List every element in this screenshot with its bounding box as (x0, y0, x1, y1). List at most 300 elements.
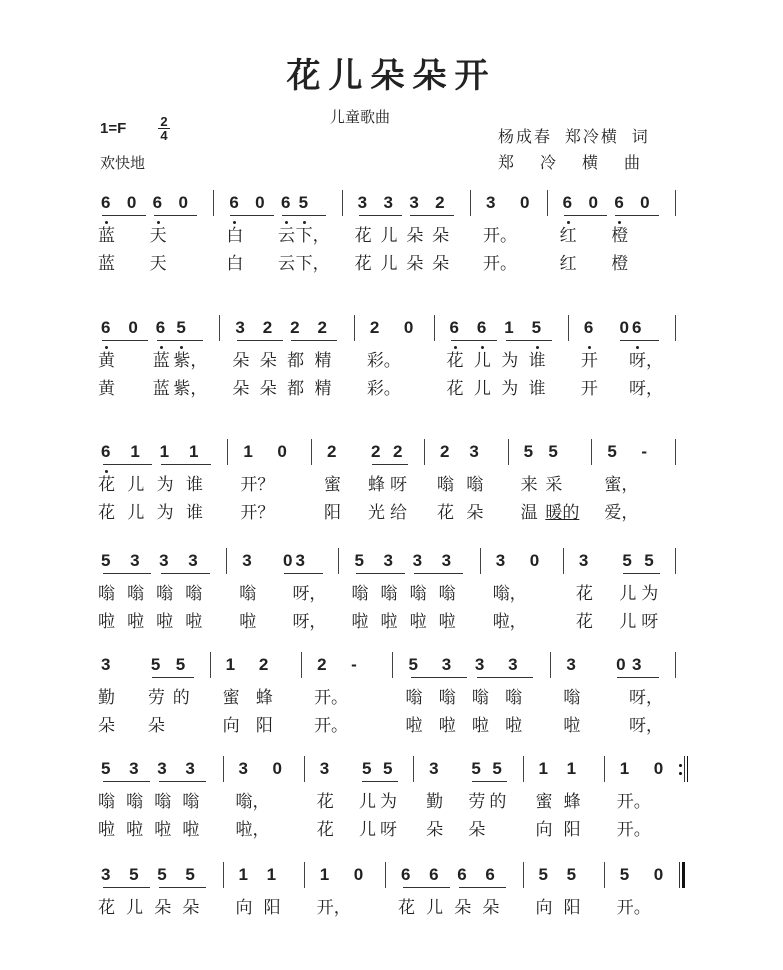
note: 6 (611, 190, 623, 216)
bar-line (480, 548, 481, 574)
note-group (401, 315, 422, 403)
lyric-verse-1: 嗡 (182, 792, 200, 811)
note: 3 (508, 655, 518, 674)
lyric-verse-2: 朵 (406, 254, 424, 273)
tempo-marking: 欢快地 (100, 155, 146, 172)
score-row (98, 548, 688, 636)
lyric-verse-1: 呀， (629, 688, 663, 707)
lyric-verse-1: 朵 (259, 351, 277, 370)
note: 3 (495, 551, 506, 570)
note-column (226, 190, 252, 278)
note: 0 (403, 318, 414, 337)
note: 0 (619, 318, 629, 337)
lyric-verse-1: 花 (446, 351, 464, 370)
note-column (98, 756, 126, 844)
beamed-note-group (472, 652, 538, 740)
note-group (240, 439, 274, 527)
bar-line (210, 652, 211, 678)
note: 0 (255, 193, 265, 212)
lyric-verse-2: 啦 (380, 612, 398, 631)
note: 5 (492, 759, 502, 778)
lyric-verse-2: 朵 (259, 379, 277, 398)
note: 6 (447, 315, 459, 341)
note-column (232, 315, 259, 403)
note-group (536, 862, 564, 922)
lyric-verse-1: 嗡 (98, 792, 115, 811)
note: 3 (409, 193, 419, 212)
note-column (182, 862, 210, 922)
note: 3 (383, 193, 393, 212)
note-column (150, 190, 176, 278)
lyric-verse-2: 朵 (147, 716, 165, 735)
beamed-note-group (98, 548, 156, 636)
lyric-verse-2: 啦 (351, 612, 369, 631)
note: 0 (653, 759, 664, 778)
measure (405, 652, 538, 740)
lyric-verse-2: 朵 (466, 503, 484, 522)
note-column (223, 652, 256, 740)
note: 2 (369, 318, 380, 337)
score-row (98, 862, 688, 922)
lyric-verse-1: 为 (380, 792, 398, 811)
note: 5 (607, 442, 617, 461)
lyric-verse-1: 花 (354, 226, 372, 245)
lyric-verse-2: 向 (535, 820, 553, 839)
lyric-verse-1: 嗡 (380, 584, 398, 603)
measure (351, 548, 467, 636)
beamed-note-group (359, 756, 401, 844)
measure (226, 190, 329, 278)
lyric-verse-1: 向 (235, 898, 253, 917)
lyric-verse-1: 花 (98, 475, 115, 494)
lyric-verse-2: 啦 (98, 820, 115, 839)
note-group (351, 862, 373, 922)
lyric-verse-2: 云 (278, 254, 295, 273)
lyric-verse-2: 开。 (314, 716, 349, 735)
note-column (176, 190, 202, 278)
lyric-verse-2: 呀 (380, 820, 398, 839)
note-column (236, 756, 270, 844)
note-column (410, 548, 439, 636)
measure (314, 652, 380, 740)
note-column (274, 439, 299, 527)
note: 0 (653, 865, 664, 884)
note-group (517, 190, 535, 278)
note-column (536, 862, 564, 922)
bar-line (301, 652, 302, 678)
lyric-verse-1: 嗡 (438, 584, 456, 603)
note-column (154, 756, 182, 844)
note-column (380, 756, 401, 844)
note-column (125, 315, 152, 403)
note: 0 (178, 193, 188, 212)
note-column (468, 756, 489, 844)
lyric-verse-1: 阳 (563, 898, 581, 917)
note-column (483, 190, 517, 278)
note-group (638, 439, 663, 527)
lyric-verse-1: 紫， (173, 351, 208, 370)
lyric-verse-2: 天 (149, 254, 167, 273)
lyric-verse-2: 开。 (616, 820, 651, 839)
composer-char: 郑 (498, 155, 515, 172)
lyric-verse-2: 都 (287, 379, 305, 398)
lyric-verse-2: 谁 (186, 503, 204, 522)
note: 5 (538, 865, 548, 884)
note-group (564, 862, 592, 922)
note-column (426, 756, 468, 844)
lyric-verse-1: 的 (489, 792, 507, 811)
lyric-verse-2: 啦 (239, 612, 257, 631)
note: 5 (101, 551, 111, 570)
note: 3 (474, 655, 485, 674)
lyric-verse-2: 呀， (628, 379, 663, 398)
measure (563, 652, 663, 740)
note: 2 (440, 442, 450, 461)
note-column (629, 315, 663, 403)
note-group (270, 756, 292, 844)
note: 3 (566, 655, 576, 674)
lyric-verse-1: 朵 (482, 898, 500, 917)
lyric-verse-1: 劳 (147, 688, 165, 707)
lyric-verse-2: 儿 (619, 612, 637, 631)
note-column (98, 190, 124, 278)
beamed-note-group (398, 862, 454, 922)
note: 6 (429, 865, 439, 884)
note: 0 (616, 655, 626, 674)
note-column (256, 652, 289, 740)
beamed-note-group (98, 439, 157, 527)
lyric-verse-1: 花 (575, 584, 593, 603)
bar-line (338, 548, 339, 574)
lyric-verse-2: 儿 (127, 503, 145, 522)
note-column (617, 756, 651, 844)
bar-line (311, 439, 312, 465)
lyric-verse-1: 嗡 (471, 688, 489, 707)
beamed-note-group (98, 190, 150, 278)
note-column (564, 862, 592, 922)
measure (239, 548, 326, 636)
note-group (493, 548, 527, 636)
note-column (314, 652, 348, 740)
score-row (98, 190, 688, 278)
note: 1 (619, 759, 630, 778)
note: 3 (319, 759, 330, 778)
lyric-verse-2: 花 (575, 612, 593, 631)
beamed-note-group (98, 756, 154, 844)
note: 3 (242, 551, 252, 570)
bar-line (304, 756, 305, 782)
lyric-verse-2: 花 (98, 503, 115, 522)
lyric-verse-2: 花 (437, 503, 454, 522)
note: 3 (238, 759, 248, 778)
bar-line (563, 548, 564, 574)
lyric-verse-2: 爱， (604, 503, 639, 522)
note: 5 (523, 442, 534, 461)
note: 2 (317, 655, 327, 674)
note: 5 (383, 759, 393, 778)
measure (98, 315, 207, 403)
lyric-verse-1: 蜂 (255, 688, 273, 707)
note-column (651, 756, 673, 844)
beamed-note-group (351, 548, 409, 636)
beamed-note-group (619, 548, 663, 636)
note-group (314, 652, 348, 740)
note-column (126, 756, 154, 844)
final-barline (679, 862, 688, 888)
note: 0 (353, 865, 364, 884)
note-group (98, 652, 148, 740)
lyric-verse-2: 下， (295, 254, 330, 273)
note: 2 (290, 318, 300, 337)
note-column (98, 315, 125, 403)
note: 3 (632, 655, 642, 674)
lyric-verse-1: 红 (559, 226, 577, 245)
note-group (256, 652, 289, 740)
measure (355, 190, 458, 278)
lyric-verse-2: 啦 (471, 716, 489, 735)
note-column (154, 862, 182, 922)
note: 5 (622, 551, 632, 570)
note: 0 (519, 193, 530, 212)
note-column (406, 190, 432, 278)
note-column (127, 439, 156, 527)
lyric-verse-2: 为 (156, 503, 174, 522)
lyric-verse-2: 阳 (255, 716, 273, 735)
bar-line (523, 756, 524, 782)
note-column (586, 190, 612, 278)
measure (236, 862, 292, 922)
note-group (617, 756, 651, 844)
note-group (563, 652, 613, 740)
lyric-verse-2: 暖的 (545, 503, 580, 522)
measure (576, 548, 663, 636)
note-column (270, 756, 292, 844)
lyric-verse-1: 开 (580, 351, 598, 370)
note: 3 (188, 551, 198, 570)
lyric-verse-2: 啦 (182, 820, 200, 839)
note-column (447, 315, 474, 403)
lyric-verse-2: 啦 (185, 612, 203, 631)
note-group (223, 652, 256, 740)
note-group (483, 190, 517, 278)
note-group (274, 439, 299, 527)
measure (581, 315, 663, 403)
lyric-verse-2: 啦 (127, 612, 145, 631)
lyric-verse-1: 儿 (473, 351, 491, 370)
beamed-note-group (232, 315, 287, 403)
note-column (287, 315, 314, 403)
note: 6 (474, 315, 486, 341)
beamed-note-group (98, 315, 153, 403)
note: 5 (619, 865, 630, 884)
note: 1 (238, 865, 248, 884)
lyric-verse-2: 啦 (98, 612, 115, 631)
note-column (474, 315, 501, 403)
measure (240, 439, 299, 527)
composer-char: 曲 (624, 155, 641, 172)
lyric-verse-1: 天 (149, 226, 167, 245)
note: 5 (157, 865, 167, 884)
bar-line (675, 652, 676, 678)
measure (493, 548, 551, 636)
lyric-verse-2: 精 (314, 379, 332, 398)
note-group (239, 548, 280, 636)
beamed-note-group (447, 315, 502, 403)
lyric-verse-2: 光 (368, 503, 385, 522)
lyric-verse-1: 嗡 (438, 688, 456, 707)
lyric-verse-2: 朵 (426, 820, 444, 839)
note: 2 (317, 318, 327, 337)
lyric-verse-2: 为 (501, 379, 519, 398)
note: 6 (98, 439, 110, 465)
lyric-verse-2: 啦 (126, 820, 144, 839)
note-column (173, 315, 207, 403)
bar-line (354, 315, 355, 341)
lyric-verse-2: 呀， (292, 612, 327, 631)
note-group (264, 862, 292, 922)
note-column (368, 439, 390, 527)
note-group (651, 756, 673, 844)
lyric-verse-1: 云 (278, 226, 295, 245)
note: 6 (485, 865, 495, 884)
note-group (317, 756, 359, 844)
note-group (317, 862, 351, 922)
note-column (186, 439, 215, 527)
bar-line (304, 862, 305, 888)
lyric-verse-1: 开。 (314, 688, 349, 707)
lyric-verse-1: 嗡 (185, 584, 203, 603)
note-column (576, 548, 620, 636)
note: 3 (383, 551, 393, 570)
note-column (278, 190, 296, 278)
note-column (641, 548, 663, 636)
note: 5 (644, 551, 654, 570)
note-column (98, 862, 126, 922)
lyric-verse-1: 朵 (182, 898, 200, 917)
note: 3 (129, 759, 139, 778)
note: 3 (235, 318, 245, 337)
bar-line (568, 315, 569, 341)
bar-line (227, 439, 228, 465)
note-column (432, 190, 458, 278)
note: 0 (529, 551, 540, 570)
note: 6 (581, 315, 593, 341)
composer-char: 横 (582, 155, 599, 172)
note-column (493, 548, 527, 636)
lyric-verse-1: 采 (545, 475, 563, 494)
note: 6 (278, 190, 290, 216)
note: 5 (175, 655, 186, 674)
note-column (466, 439, 495, 527)
measure (617, 756, 673, 844)
bar-line (675, 315, 676, 341)
beamed-note-group (156, 548, 214, 636)
note-group (527, 548, 551, 636)
note: 1 (504, 318, 514, 337)
note: 5 (150, 655, 161, 674)
lyric-verse-1: 蜂 (368, 475, 385, 494)
note: 3 (101, 865, 111, 884)
note: 5 (566, 865, 577, 884)
lyric-verse-2: 儿 (358, 820, 376, 839)
lyric-verse-1: 下， (295, 226, 330, 245)
note: 3 (295, 551, 305, 570)
note-column (439, 548, 468, 636)
lyric-verse-1: 蓝 (98, 226, 115, 245)
measure (617, 862, 673, 922)
lyric-verse-2: 儿 (473, 379, 491, 398)
bar-line (675, 190, 676, 216)
bar-line (213, 190, 214, 216)
lyric-verse-1: 嗡 (126, 792, 144, 811)
lyric-verse-1: 嗡， (235, 792, 270, 811)
note: 5 (101, 759, 111, 778)
note-column (482, 862, 510, 922)
lyric-verse-1: 勤 (98, 688, 115, 707)
note-group (236, 862, 264, 922)
note-column (454, 862, 482, 922)
beamed-note-group (454, 862, 510, 922)
note: 3 (412, 551, 423, 570)
lyric-verse-1: 嗡 (505, 688, 523, 707)
lyric-verse-1: 都 (287, 351, 305, 370)
measure (536, 862, 592, 922)
note: 3 (578, 551, 589, 570)
lyric-verse-1: 朵 (454, 898, 472, 917)
lyric-verse-2: 啦 (156, 612, 174, 631)
lyric-verse-1: 彩。 (366, 351, 401, 370)
lyric-verse-1: 橙 (611, 226, 629, 245)
note-column (317, 862, 351, 922)
beamed-note-group (226, 190, 278, 278)
note: 1 (225, 655, 236, 674)
note: 3 (101, 655, 111, 674)
note: 3 (130, 551, 140, 570)
lyric-verse-2: 朵 (468, 820, 486, 839)
note: 0 (277, 442, 287, 461)
lyric-verse-2: 啦 (405, 716, 423, 735)
lyric-verse-2: 啦 (505, 716, 523, 735)
lyric-verse-1: 蜜， (604, 475, 639, 494)
beamed-note-group (148, 652, 198, 740)
measure (437, 439, 496, 527)
note-column (563, 652, 613, 740)
lyric-verse-1: 嗡 (405, 688, 423, 707)
note: 1 (243, 442, 253, 461)
lyric-verse-1: 儿 (358, 792, 376, 811)
lyric-verse-1: 儿 (426, 898, 444, 917)
note-column (501, 315, 528, 403)
note-column (381, 548, 410, 636)
lyric-verse-2: 朵 (98, 716, 115, 735)
measure (232, 315, 341, 403)
note: 0 (126, 193, 137, 212)
note: 6 (153, 315, 165, 341)
note-column (157, 439, 186, 527)
bar-line (385, 862, 386, 888)
measure (536, 756, 592, 844)
note-column (126, 862, 154, 922)
lyric-verse-1: 开。 (616, 898, 651, 917)
lyric-verse-2: 呀， (629, 716, 663, 735)
note-column (613, 652, 629, 740)
measure (236, 756, 292, 844)
lyric-verse-1: 呀， (628, 351, 663, 370)
note-column (185, 548, 214, 636)
lyric-verse-1: 蓝 (152, 351, 170, 370)
bar-line (547, 190, 548, 216)
note-column (314, 315, 341, 403)
